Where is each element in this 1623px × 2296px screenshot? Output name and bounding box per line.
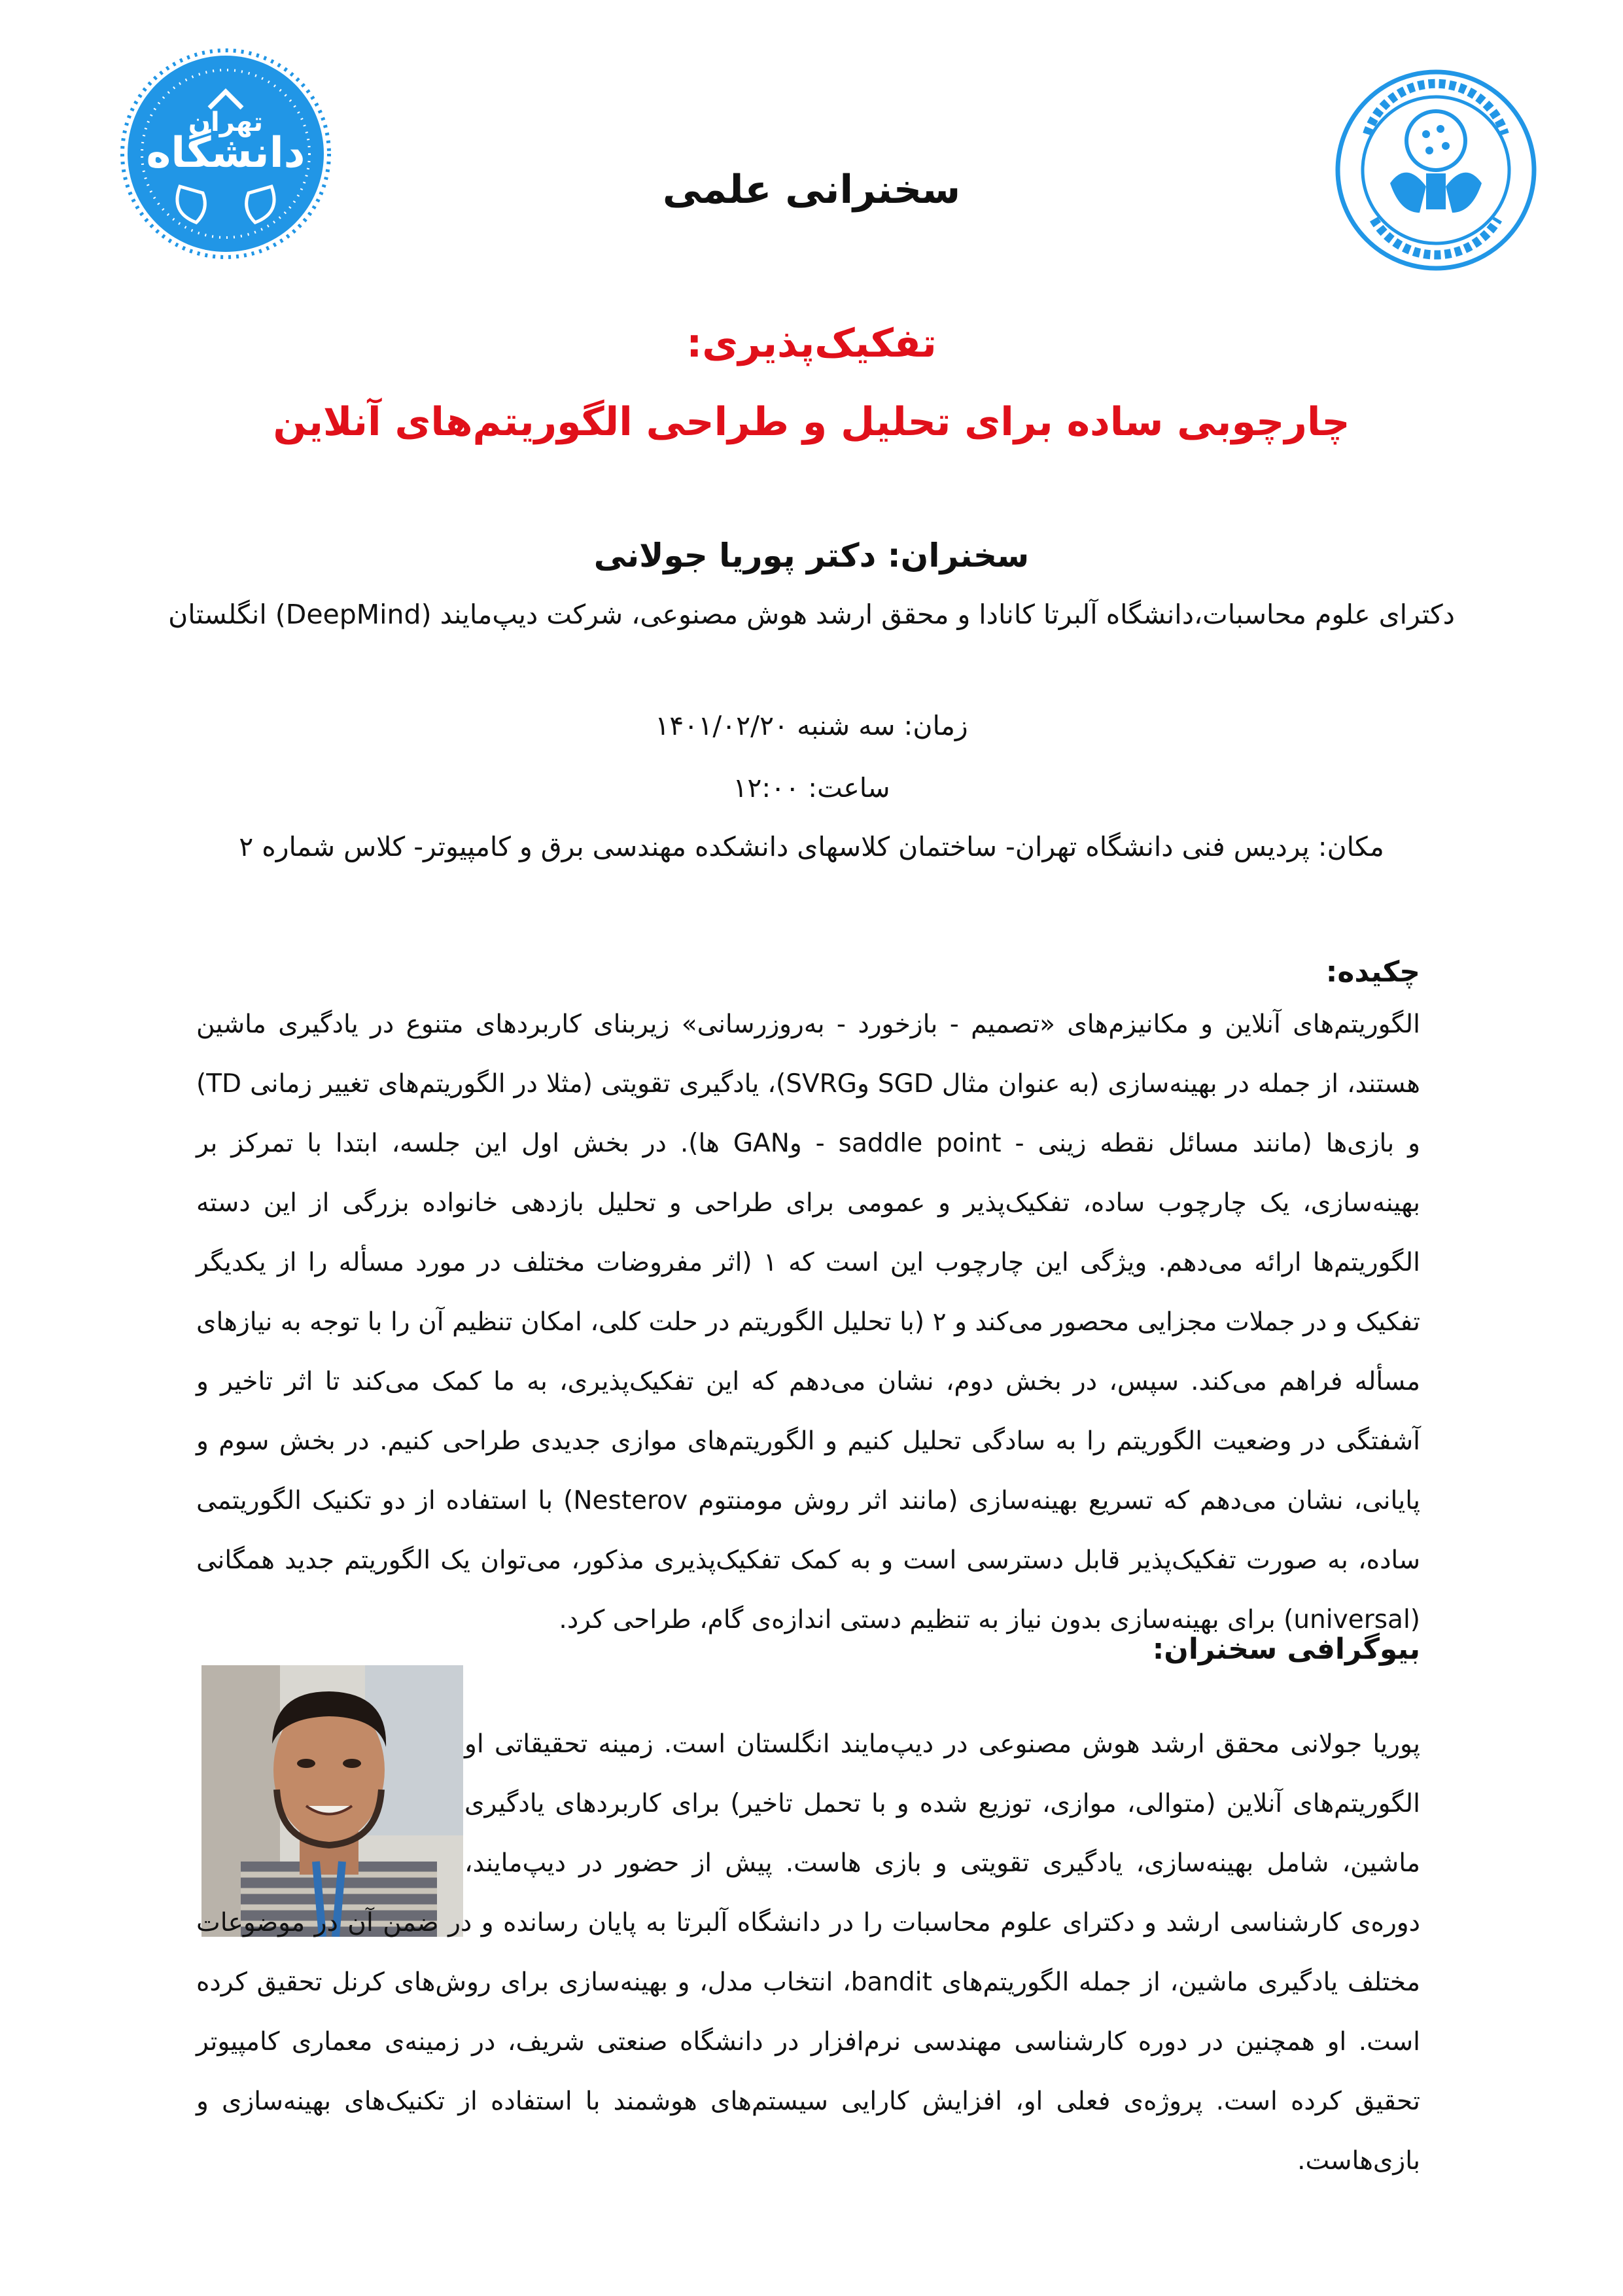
- talk-title-line-1: تفکیک‌پذیری:: [686, 321, 937, 366]
- svg-text:دانشگاه: دانشگاه: [146, 129, 305, 177]
- speaker-name: سخنران: دکتر پوریا جولانی: [593, 537, 1030, 574]
- bio-heading: بیوگرافی سخنران:: [1152, 1633, 1420, 1666]
- speaker-affiliation: دکترای علوم محاسبات،دانشگاه آلبرتا کانادا و محقق ارشد هوش مصنوعی، شرکت دیپ‌مایند (DeepMind) انگلستان: [168, 599, 1455, 630]
- event-place: مکان: پردیس فنی دانشگاه تهران- ساختمان کلاسهای دانشکده مهندسی برق و کامپیوتر- کلاس شماره ۲: [239, 831, 1384, 862]
- university-of-tehran-logo: [118, 46, 334, 262]
- abstract-text: الگوریتم‌های آنلاین و مکانیزم‌های «تصمیم - بازخورد - به‌روزرسانی» زیربنای کاربردهای متنوع در یادگیری ماشین هستند، از جمله در بهینه‌سازی (به عنوان مثال SGD وSVRG)، یادگیری تقویتی (مثلا در الگوریتم‌های تغییر زمانی TD) و بازی‌ها (مانند مسائل نقطه زینی - saddle point - وGAN ها). در بخش اول این جلسه، ابتدا با تمرکز بر بهینه‌سازی، یک چارچوب ساده، تفکیک‌پذیر و عمومی برای طراحی و تحلیل بازدهی خانواده بزرگی از این دسته الگوریتم‌ها ارائه می‌دهم. ویژگی این چارچوب این است که ۱ (اثر مفروضات مختلف در مورد مسأله را از یکدیگر تفکیک و در جملات مجزایی محصور می‌کند و ۲ (با تحلیل الگوریتم در حلت کلی، امکان تنظیم آن را با توجه به نیازهای مسأله فراهم می‌کند. سپس، در بخش دوم، نشان می‌دهم که این تفکیک‌پذیری، به ما کمک می‌کند تا اثر تاخیر و آشفتگی در وضعیت الگوریتم را به سادگی تحلیل کنیم و الگوریتم‌های موازی جدیدی طراحی کنیم. در بخش سوم و پایانی، نشان می‌دهم که تسریع بهینه‌سازی (مانند اثر روش مومنتوم Nesterov) با استفاده از دو تکنیک الگوریتمی ساده، به صورت تفکیک‌پذیر قابل دسترسی است و به کمک تفکیک‌پذیری مذکور، می‌توان یک الگوریتم جدید همگانی (universal) برای بهینه‌سازی بدون نیاز به تنظیم دستی اندازه‌ی گام، طراحی کرد.: [196, 1010, 1421, 1634]
- bio-text: [196, 1714, 1420, 2191]
- event-date: زمان: سه شنبه ۱۴۰۱/۰۲/۲۰: [655, 710, 968, 741]
- event-time: ساعت: ۱۲:۰۰: [733, 772, 890, 804]
- abstract-heading: چکیده:: [1325, 955, 1420, 989]
- bio-paragraph: پوریا جولانی محقق ارشد هوش مصنوعی در دیپ‌مایند انگلستان است. زمینه تحقیقاتی او الگوریتم‌های آنلاین (متوالی، موازی، توزیع شده و با تحمل تاخیر) برای کاربردهای یادگیری ماشین، شامل بهینه‌سازی، یادگیری تقویتی و بازی هاست. پیش از حضور در دیپ‌مایند، دوره‌ی کارشناسی ارشد و دکترای علوم محاسبات را در دانشگاه آلبرتا به پایان رسانده و در ضمن آن در موضوعات مختلف یادگیری ماشین، از جمله الگوریتم‌های bandit، انتخاب مدل، و بهینه‌سازی برای روش‌های کرنل تحقیق کرده است. او همچنین در دوره کارشناسی مهندسی نرم‌افزار در دانشگاه صنعتی شریف، در زمینه‌ی معماری کامپیوتر تحقیق کرده است. پروژه‌ی فعلی او، افزایش کارایی سیستم‌های هوشمند با استفاده از تکنیک‌های بهینه‌سازی و بازی‌هاست.: [196, 1729, 1420, 2176]
- photo-spacer: [196, 1669, 464, 1891]
- event-type-heading: سخنرانی علمی: [662, 167, 961, 213]
- talk-title-line-2: چارچوبی ساده برای تحلیل و طراحی الگوریتم‌های آنلاین: [273, 399, 1350, 445]
- svg-text:تهران: تهران: [188, 107, 264, 137]
